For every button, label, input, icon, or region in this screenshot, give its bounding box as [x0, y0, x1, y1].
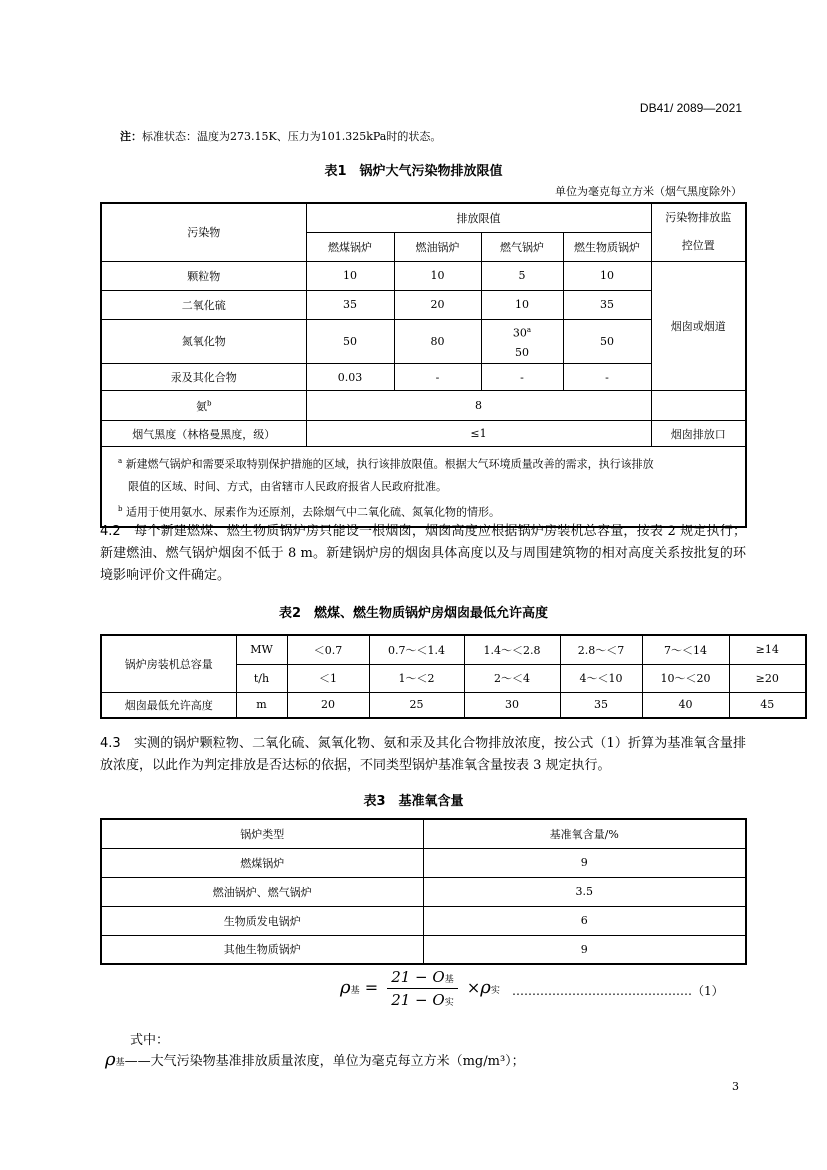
cell: 2.8～＜7 — [560, 635, 642, 664]
cell: 其他生物质锅炉 — [101, 935, 423, 964]
cell: 35 — [560, 692, 642, 718]
numerator-sub: 基 — [444, 975, 454, 985]
where-label: 式中： — [130, 1033, 170, 1048]
section-number: 4.2 — [100, 524, 121, 539]
col-header-pollutant: 污染物 — [101, 203, 306, 261]
cell: 25 — [369, 692, 464, 718]
cell: 20 — [287, 692, 369, 718]
table-row — [101, 290, 746, 319]
cell: ＜1 — [287, 664, 369, 692]
subcol-coal: 燃煤锅炉 — [306, 232, 394, 261]
document-id: DB41/ 2089—2021 — [639, 101, 742, 115]
cell: 1.4～＜2.8 — [464, 635, 560, 664]
footnote-mark: a — [526, 325, 532, 334]
cell: 1～＜2 — [369, 664, 464, 692]
subcol-oil: 燃油锅炉 — [394, 232, 481, 261]
col-header-monitor — [651, 203, 746, 261]
table2-chimney-height — [100, 634, 807, 719]
cell: 5 — [481, 261, 563, 290]
page-number: 3 — [732, 1080, 739, 1093]
footnote-a — [118, 450, 739, 498]
gas-nox-general: 50 — [515, 346, 529, 360]
footnote-mark: a — [118, 457, 123, 466]
formula-leader-dots — [512, 982, 724, 999]
cell: - — [563, 364, 651, 391]
ammonia-label: 氨 — [196, 399, 207, 413]
cell: 30 — [464, 692, 560, 718]
unit-th: t/h — [236, 664, 287, 692]
note-text: 标准状态：温度为273.15K、压力为101.325kPa时的状态。 — [142, 130, 442, 143]
note-label: 注： — [120, 130, 142, 143]
equals-sign: = — [364, 978, 379, 997]
cell: 10 — [563, 261, 651, 290]
table2-title: 表2 燃煤、燃生物质锅炉房烟囱最低允许高度 — [278, 606, 549, 621]
cell: 2～＜4 — [464, 664, 560, 692]
cell: 45 — [729, 692, 806, 718]
row-label: 汞及其化合物 — [101, 364, 306, 391]
paragraph-4-3 — [100, 733, 746, 777]
table-row — [101, 877, 746, 906]
rho-measured: ρ — [480, 977, 491, 998]
cell: - — [394, 364, 481, 391]
cell: 35 — [563, 290, 651, 319]
table3-reference-oxygen — [100, 818, 747, 965]
cell: 9 — [423, 848, 746, 877]
numerator — [387, 968, 458, 989]
cell: 50 — [563, 319, 651, 364]
footnote-b-text: 适用于使用氨水、尿素作为还原剂，去除烟气中二氧化硫、氮氧化物的情形。 — [125, 505, 500, 519]
paragraph-4-2 — [100, 521, 746, 587]
col-header-oxygen: 基准氧含量/% — [423, 819, 746, 848]
footnotes-cell — [101, 447, 746, 528]
cell: - — [481, 364, 563, 391]
cell: 10 — [394, 261, 481, 290]
cell: 0.03 — [306, 364, 394, 391]
table1-emission-limits — [100, 202, 747, 528]
gas-nox-special: 30 — [512, 326, 527, 340]
table1-title: 表1 锅炉大气污染物排放限值 — [324, 164, 503, 179]
rho-measured-sub: 实 — [490, 986, 500, 996]
cell: 10 — [481, 290, 563, 319]
table-row — [101, 935, 746, 964]
table-row — [101, 421, 746, 447]
section-number: 4.3 — [100, 736, 121, 751]
footnote-a-line2: 限值的区域、时间、方式，由省辖市人民政府报省人民政府批准。 — [128, 479, 447, 493]
symbol-definition — [105, 1049, 525, 1070]
paragraph-text: 实测的锅炉颗粒物、二氧化硫、氮氧化物、氨和汞及其化合物排放浓度，按公式（1）折算为基准氧含量排放浓度，以此作为判定排放是否达标的依据，不同类型锅炉基准氧含量按表 3 规定执行。 — [100, 736, 746, 773]
denominator — [387, 989, 458, 1009]
footnote-b — [118, 498, 739, 524]
smoke-monitor: 烟囱排放口 — [651, 421, 746, 447]
cell-gas-nox — [481, 319, 563, 364]
cell: 4～＜10 — [560, 664, 642, 692]
dots-text: ……………………………………… — [512, 984, 692, 998]
table3-title: 表3 基准氧含量 — [363, 794, 464, 809]
rho-symbol: ρ — [340, 977, 351, 998]
footnote-mark: b — [118, 504, 123, 513]
formula-number: （1） — [692, 984, 724, 998]
numerator-text: 21 − O — [391, 968, 445, 986]
cell: 燃油锅炉、燃气锅炉 — [101, 877, 423, 906]
cell: 7～＜14 — [642, 635, 729, 664]
row-label: 氮氧化物 — [101, 319, 306, 364]
cell: 40 — [642, 692, 729, 718]
col-header-monitor-line1: 污染物排放监 — [665, 211, 732, 225]
cell: 0.7～＜1.4 — [369, 635, 464, 664]
footnote-mark: b — [207, 399, 212, 407]
row-label: 颗粒物 — [101, 261, 306, 290]
col-header-limits: 排放限值 — [306, 203, 651, 232]
standard-state-note — [120, 128, 441, 144]
cell: ≥20 — [729, 664, 806, 692]
footnote-a-line1: 新建燃气锅炉和需要采取特别保护措施的区域，执行该排放限值。根据大气环境质量改善的需求，执行该排放 — [125, 457, 654, 471]
cell: 20 — [394, 290, 481, 319]
row-label-ammonia — [101, 391, 306, 421]
col-header-monitor-line2: 控位置 — [681, 239, 715, 253]
table-row — [101, 391, 746, 421]
cell: 80 — [394, 319, 481, 364]
rho-subscript: 基 — [350, 986, 360, 996]
row-label-height: 烟囱最低允许高度 — [101, 692, 236, 718]
rho-subscript: 基 — [115, 1058, 125, 1068]
subcol-biomass: 燃生物质锅炉 — [563, 232, 651, 261]
table-row — [101, 906, 746, 935]
table-row — [101, 848, 746, 877]
ammonia-value: 8 — [306, 391, 651, 421]
cell: 10 — [306, 261, 394, 290]
cell: 燃煤锅炉 — [101, 848, 423, 877]
cell: 35 — [306, 290, 394, 319]
unit-mw: MW — [236, 635, 287, 664]
table1-unit: 单位为毫克每立方米（烟气黑度除外） — [555, 185, 742, 198]
table-row — [101, 364, 746, 391]
cell: ＜0.7 — [287, 635, 369, 664]
definition-text: ——大气污染物基准排放质量浓度，单位为毫克每立方米（mg/m³）； — [124, 1054, 525, 1069]
row-label: 二氧化硫 — [101, 290, 306, 319]
col-header-boiler-type: 锅炉类型 — [101, 819, 423, 848]
rho-symbol: ρ — [105, 1049, 116, 1070]
cell: 生物质发电锅炉 — [101, 906, 423, 935]
cell: 50 — [306, 319, 394, 364]
unit-m: m — [236, 692, 287, 718]
cell: 10～＜20 — [642, 664, 729, 692]
subcol-gas: 燃气锅炉 — [481, 232, 563, 261]
times-sign: × — [466, 978, 481, 997]
cell: ≥14 — [729, 635, 806, 664]
table-row — [101, 319, 746, 364]
row-label-smoke: 烟气黑度（林格曼黑度，级） — [101, 421, 306, 447]
formula-1 — [340, 968, 750, 1022]
fraction — [387, 968, 458, 1009]
denominator-text: 21 − O — [391, 991, 445, 1009]
smoke-value: ≤1 — [306, 421, 651, 447]
cell: 6 — [423, 906, 746, 935]
denominator-sub: 实 — [444, 998, 454, 1008]
cell: 3.5 — [423, 877, 746, 906]
table-row — [101, 261, 746, 290]
row-label-capacity: 锅炉房装机总容量 — [101, 635, 236, 692]
cell: 9 — [423, 935, 746, 964]
paragraph-text: 每个新建燃煤、燃生物质锅炉房只能设一根烟囱，烟囱高度应根据锅炉房装机总容量，按表 2 规定执行；新建燃油、燃气锅炉烟囱不低于 8 m。新建锅炉房的烟囱具体高度以及与周围建筑物的相对高度关系按批复的环境影响评价文件确定。 — [100, 524, 746, 583]
monitor-chimney-or-flue: 烟囱或烟道 — [651, 261, 746, 391]
table-footnotes — [101, 447, 746, 528]
